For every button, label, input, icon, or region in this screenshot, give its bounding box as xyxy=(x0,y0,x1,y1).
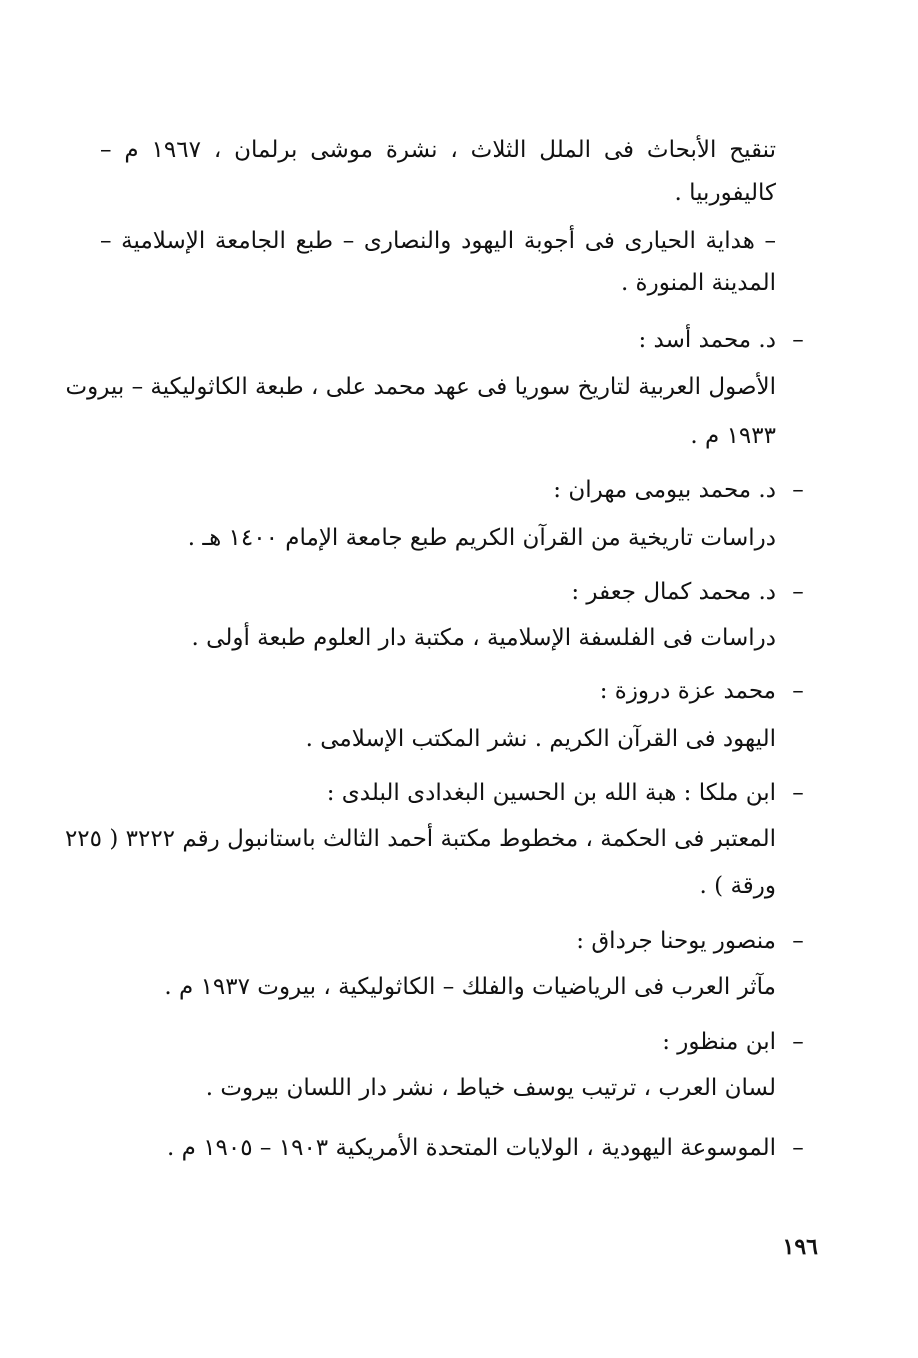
entry-line: – هداية الحيارى فى أجوبة اليهود والنصارى – طبع الجامعة الإسلامية – xyxy=(100,228,776,254)
entry-line: كاليفوربيا . xyxy=(674,180,776,206)
entry-dash: – xyxy=(792,579,804,605)
author-heading: د. محمد بيومى مهران : xyxy=(553,477,776,503)
author-heading: ابن ملكا : هبة الله بن الحسين البغدادى البلدى : xyxy=(326,780,776,806)
entry-line: اليهود فى القرآن الكريم . نشر المكتب الإسلامى . xyxy=(305,726,776,752)
author-heading: محمد عزة دروزة : xyxy=(599,678,776,704)
entry-line: المعتبر فى الحكمة ، مخطوط مكتبة أحمد الثالث باستانبول رقم ٣٢٢٢ ( ٢٢٥ xyxy=(64,826,776,852)
entry-dash: – xyxy=(792,1029,804,1055)
entry-line: المدينة المنورة . xyxy=(620,270,776,296)
page-number: ١٩٦ xyxy=(782,1234,818,1260)
entry-dash: – xyxy=(792,678,804,704)
entry-line: دراسات تاريخية من القرآن الكريم طبع جامعة الإمام ١٤٠٠ هـ . xyxy=(187,525,776,551)
entry-line: الموسوعة اليهودية ، الولايات المتحدة الأمريكية ١٩٠٣ – ١٩٠٥ م . xyxy=(167,1135,776,1161)
entry-line: ورقة ) . xyxy=(699,873,776,899)
entry-line: دراسات فى الفلسفة الإسلامية ، مكتبة دار العلوم طبعة أولى . xyxy=(191,625,776,651)
entry-dash: – xyxy=(792,1135,804,1161)
author-heading: منصور يوحنا جرداق : xyxy=(576,928,776,954)
entry-line: الأصول العربية لتاريخ سوريا فى عهد محمد على ، طبعة الكاثوليكية – بيروت xyxy=(65,374,776,400)
author-heading: د. محمد أسد : xyxy=(638,327,776,353)
entry-dash: – xyxy=(792,928,804,954)
author-heading: د. محمد كمال جعفر : xyxy=(571,579,776,605)
author-heading: ابن منظور : xyxy=(662,1029,776,1055)
entry-line: ١٩٣٣ م . xyxy=(690,423,776,449)
entry-dash: – xyxy=(792,477,804,503)
entry-dash: – xyxy=(792,327,804,353)
entry-line: تنقيح الأبحاث فى الملل الثلاث ، نشرة موشى برلمان ، ١٩٦٧ م – xyxy=(100,137,776,163)
entry-dash: – xyxy=(792,780,804,806)
entry-line: مآثر العرب فى الرياضيات والفلك – الكاثوليكية ، بيروت ١٩٣٧ م . xyxy=(164,974,776,1000)
entry-line: لسان العرب ، ترتيب يوسف خياط ، نشر دار اللسان بيروت . xyxy=(205,1075,776,1101)
